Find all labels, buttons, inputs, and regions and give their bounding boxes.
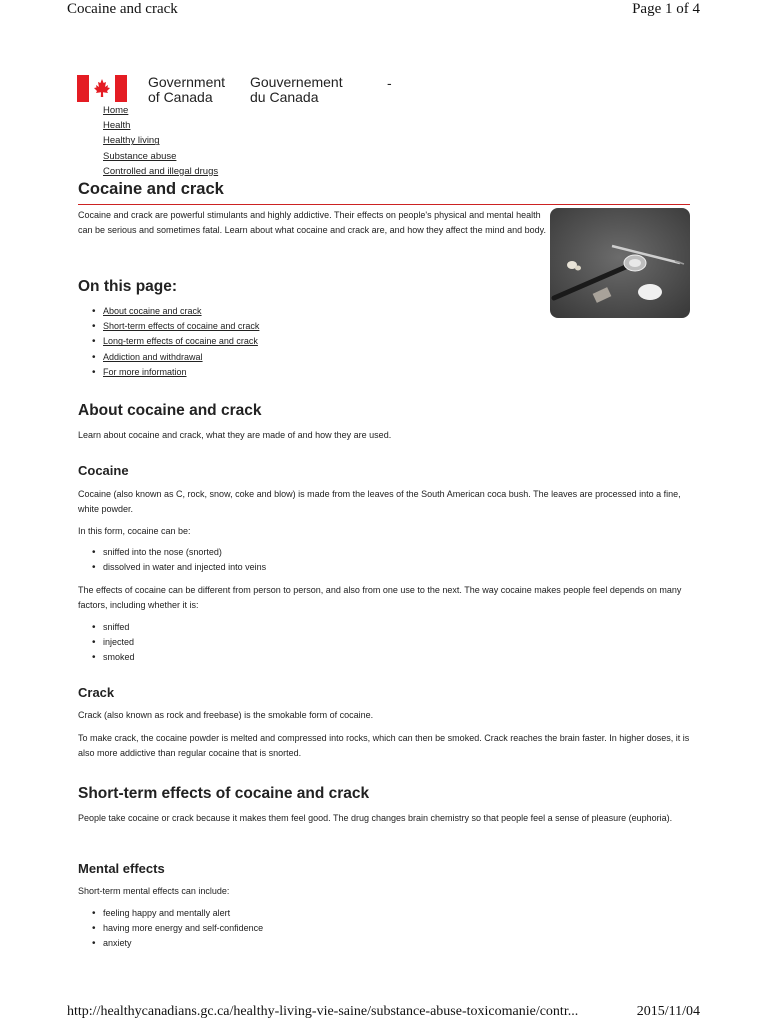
print-header [0, 0, 768, 24]
list-item [92, 304, 259, 319]
cocaine-heading: Cocaine [78, 463, 129, 478]
crack-paragraph-2: To make crack, the cocaine powder is melted and compressed into rocks, which can then be smoked. Crack reaches the brain faster. In higher doses, it is also more addictive than regular cocaine that is snorted. [78, 733, 690, 758]
about-text: Learn about cocaine and crack, what they are made of and how they are used. [78, 430, 392, 440]
crack-paragraph-1: Crack (also known as rock and freebase) is the smokable form of cocaine. [78, 710, 374, 720]
print-page-number: Page 1 of 4 [632, 1, 700, 17]
list-item: • smoked [92, 650, 135, 665]
cocaine-photo [550, 208, 690, 318]
gov-fr-line2: du Canada [250, 89, 319, 105]
cocaine-paragraph-1: Cocaine (also known as C, rock, snow, coke and blow) is made from the leaves of the South American coca bush. The leaves are processed into a fine, white powder. [78, 489, 681, 514]
breadcrumb-substance-abuse[interactable]: Substance abuse [103, 150, 177, 162]
crack-heading: Crack [78, 685, 115, 700]
breadcrumb-health[interactable]: Health [103, 120, 131, 132]
mental-effects-list [92, 906, 263, 952]
intro-paragraph: Cocaine and crack are powerful stimulants and highly addictive. Their effects on people's physical and mental health can be serious and sometimes fatal. Learn about what cocaine and crack are, and how they affect the mind and body. [78, 210, 546, 235]
canada-flag-icon [77, 75, 127, 102]
list-item [92, 319, 259, 334]
list-item [92, 334, 259, 349]
gouvernement-du-canada-fr [250, 75, 343, 105]
link-about-cocaine-crack[interactable]: About cocaine and crack [103, 306, 202, 316]
mental-effects-heading: Mental effects [78, 861, 165, 876]
print-date: 2015/11/04 [636, 1004, 700, 1019]
page-title: Cocaine and crack [78, 180, 224, 198]
link-long-term-effects[interactable]: Long-term effects of cocaine and crack [103, 336, 258, 347]
mental-effects-text: Short-term mental effects can include: [78, 886, 230, 896]
title-divider [78, 204, 690, 205]
link-short-term-effects[interactable]: Short-term effects of cocaine and crack [103, 321, 260, 332]
breadcrumb-healthy-living[interactable]: Healthy living [103, 135, 160, 147]
cocaine-paragraph-2: In this form, cocaine can be: [78, 526, 191, 536]
gov-en-line2: of Canada [148, 89, 213, 105]
gov-fr-line1: Gouvernement [250, 74, 343, 90]
short-term-heading: Short-term effects of cocaine and crack [78, 785, 370, 802]
about-heading: About cocaine and crack [78, 402, 262, 419]
list-item [92, 365, 259, 380]
breadcrumb-controlled-illegal-drugs[interactable]: Controlled and illegal drugs [103, 165, 219, 177]
list-item: • having more energy and self-confidence [92, 921, 263, 936]
on-this-page-heading: On this page: [78, 278, 178, 295]
on-this-page-list [92, 304, 259, 380]
list-item: • anxiety [92, 936, 263, 951]
print-header-title: Cocaine and crack [67, 1, 178, 17]
list-item: • dissolved in water and injected into veins [92, 560, 266, 575]
cocaine-forms-list [92, 545, 266, 575]
list-item [92, 350, 259, 365]
cocaine-methods-list [92, 620, 135, 666]
link-more-information[interactable]: For more information [103, 366, 187, 377]
government-of-canada-signature[interactable] [77, 75, 407, 105]
list-item: • injected [92, 635, 135, 650]
breadcrumb [103, 103, 218, 179]
short-term-text: People take cocaine or crack because it makes them feel good. The drug changes brain chemistry so that people feel a sense of pleasure (euphoria). [78, 813, 673, 823]
source-url: http://healthycanadians.gc.ca/healthy-living-vie-saine/substance-abuse-toxicomanie/contr... [67, 1004, 579, 1019]
breadcrumb-home[interactable]: Home [103, 105, 129, 116]
link-addiction-withdrawal[interactable]: Addiction and withdrawal [103, 351, 203, 362]
government-of-canada-en [148, 75, 225, 105]
gov-en-line1: Government [148, 74, 226, 90]
list-item: • sniffed into the nose (snorted) [92, 545, 266, 560]
list-item: • feeling happy and mentally alert [92, 906, 263, 921]
banner-dash: - [387, 75, 392, 91]
list-item: • sniffed [92, 620, 135, 635]
cocaine-paragraph-3: The effects of cocaine can be different from person to person, and also from one use to the next. The way cocaine makes people feel depends on many factors, including whether it is: [78, 585, 682, 610]
